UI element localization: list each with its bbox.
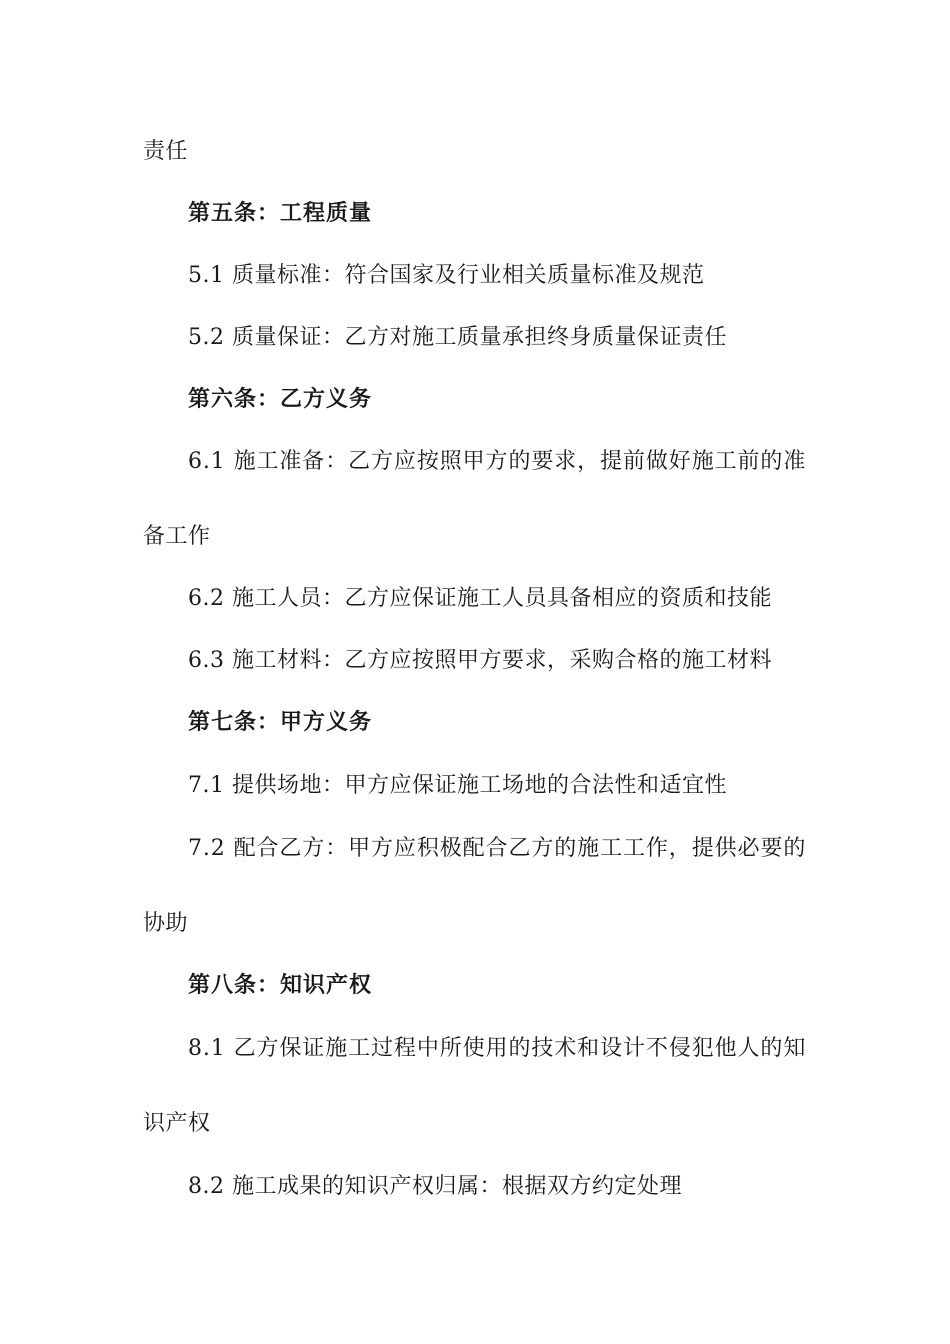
clause-8-1-continuation: 识产权 (143, 1111, 211, 1136)
clause-8-1: 8 . 1 乙 方 保 证 施 工 过 程 中 所 使 用 的 技 术 和 设 计 不 侵 犯 他 人 的 知 (188, 1036, 806, 1061)
clause-8-2: 8.2 施工成果的知识产权归属：根据双方约定处理 (188, 1174, 682, 1199)
clause-5-2: 5.2 质量保证：乙方对施工质量承担终身质量保证责任 (188, 325, 727, 350)
clause-6-1-continuation: 备工作 (143, 524, 211, 549)
section-heading-7: 第七条：甲方义务 (188, 710, 373, 735)
clause-6-3: 6.3 施工材料：乙方应按照甲方要求，采购合格的施工材料 (188, 648, 772, 673)
clause-7-2-continuation: 协助 (143, 911, 189, 936)
clause-7-2: 7 . 2 配 合 乙 方 ： 甲 方 应 积 极 配 合 乙 方 的 施 工 工 作 ， 提 供 必 要 的 (188, 836, 806, 861)
clause-5-1: 5.1 质量标准：符合国家及行业相关质量标准及规范 (188, 263, 705, 288)
clause-6-2: 6.2 施工人员：乙方应保证施工人员具备相应的资质和技能 (188, 586, 772, 611)
continuation-text: 责任 (143, 139, 189, 164)
section-heading-5: 第五条：工程质量 (188, 201, 373, 226)
clause-7-1: 7.1 提供场地：甲方应保证施工场地的合法性和适宜性 (188, 773, 727, 798)
clause-6-1: 6 . 1 施 工 准 备 ： 乙 方 应 按 照 甲 方 的 要 求 ， 提 前 做 好 施 工 前 的 准 (188, 449, 806, 474)
section-heading-8: 第八条：知识产权 (188, 973, 373, 998)
section-heading-6: 第六条：乙方义务 (188, 387, 373, 412)
